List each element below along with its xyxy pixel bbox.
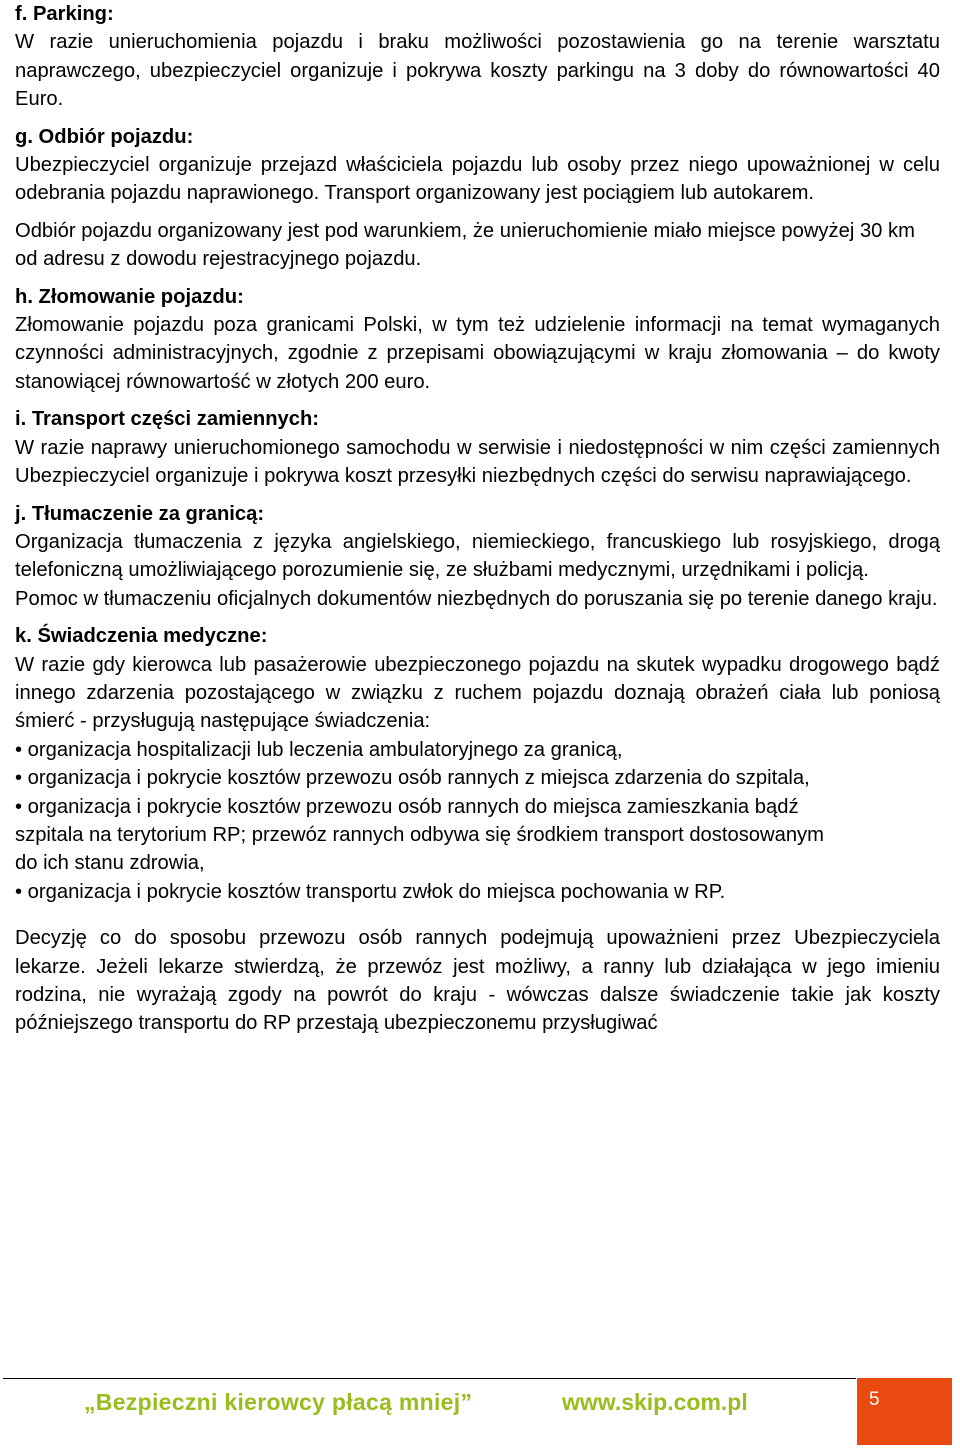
section-heading: h. Złomowanie pojazdu: (15, 285, 244, 308)
section-heading: j. Tłumaczenie za granicą: (15, 502, 265, 525)
bullet-continuation: szpitala na terytorium RP; przewóz rannych odbywa się środkiem transport dostosowanym (15, 823, 824, 846)
paragraph: W razie naprawy unieruchomionego samochodu w serwisie i niedostępności w nim części zamiennych Ubezpieczyciel organizuje i pokrywa koszt przesyłki niezbędnych części do serwisu naprawiającego. (15, 436, 940, 488)
paragraph: Odbiór pojazdu organizowany jest pod warunkiem, że unieruchomienie miało miejsce powyżej 30 km od adresu z dowodu rejestracyjnego pojazdu. (15, 219, 915, 271)
page-footer (0, 1378, 960, 1450)
paragraph: Ubezpieczyciel organizuje przejazd właściciela pojazdu lub osoby przez niego upoważnionej w celu odebrania pojazdu naprawionego. Transport organizowany jest pociągiem lub autokarem. (15, 154, 940, 205)
section-scrapping (15, 283, 940, 397)
footer-website-link[interactable]: www.skip.com.pl (562, 1389, 748, 1415)
bullet-item: • organizacja hospitalizacji lub leczenia ambulatoryjnego za granicą, (15, 738, 623, 761)
section-heading: g. Odbiór pojazdu: (15, 125, 194, 148)
section-parking (15, 0, 940, 114)
paragraph: Pomoc w tłumaczeniu oficjalnych dokumentów niezbędnych do poruszania się po terenie danego kraju. (15, 587, 938, 610)
section-heading: k. Świadczenia medyczne: (15, 625, 268, 648)
section-spare-parts (15, 405, 940, 490)
bullet-item: • organizacja i pokrycie kosztów przewozu osób rannych do miejsca zamieszkania bądź (15, 795, 799, 818)
section-vehicle-pickup (15, 123, 940, 274)
paragraph: Decyzję co do sposobu przewozu osób rannych podejmują upoważnieni przez Ubezpieczyciela lekarze. Jeżeli lekarze stwierdzą, że przewóz jest możliwy, a ranny lub działająca w jego imieniu rodzina, nie wyrażają zgody na powrót do kraju - wówczas dalsze świadczenie takie jak koszty późniejszego transportu do RP przestają ubezpieczonemu przysługiwać (15, 927, 940, 1035)
footer-slogan: „Bezpieczni kierowcy płacą mniej” (84, 1389, 473, 1415)
section-translation (15, 500, 940, 614)
page-number: 5 (869, 1389, 880, 1410)
paragraph: W razie unieruchomienia pojazdu i braku możliwości pozostawienia go na terenie warsztatu naprawczego, ubezpieczyciel organizuje i pokrywa koszty parkingu na 3 doby do równowartości 40 Euro. (15, 31, 940, 111)
paragraph: W razie gdy kierowca lub pasażerowie ubezpieczonego pojazdu na skutek wypadku drogowego bądź innego zdarzenia pozostającego w związku z ruchem pojazdu doznają obrażeń ciała lub poniosą śmierć - przysługują następujące świadczenia: (15, 653, 940, 733)
bullet-continuation: do ich stanu zdrowia, (15, 852, 205, 875)
section-heading: i. Transport części zamiennych: (15, 408, 320, 431)
paragraph: Złomowanie pojazdu poza granicami Polski, w tym też udzielenie informacji na temat wymaganych czynności administracyjnych, zgodnie z przepisami obowiązującymi w kraju złomowania – do kwoty stanowiącej równowartość w złotych 200 euro. (15, 314, 940, 393)
page-number-box (857, 1378, 952, 1445)
bullet-item: • organizacja i pokrycie kosztów transportu zwłok do miejsca pochowania w RP. (15, 880, 726, 903)
bullet-item: • organizacja i pokrycie kosztów przewozu osób rannych z miejsca zdarzenia do szpitala, (15, 767, 810, 790)
paragraph: Organizacja tłumaczenia z języka angielskiego, niemieckiego, francuskiego lub rosyjskiego, drogą telefoniczną umożliwiającego porozumienie się, ze służbami medycznymi, urzędnikami i policją. (15, 530, 940, 582)
section-medical (15, 622, 940, 1038)
document-body (15, 0, 940, 1038)
section-heading: f. Parking: (15, 3, 114, 25)
